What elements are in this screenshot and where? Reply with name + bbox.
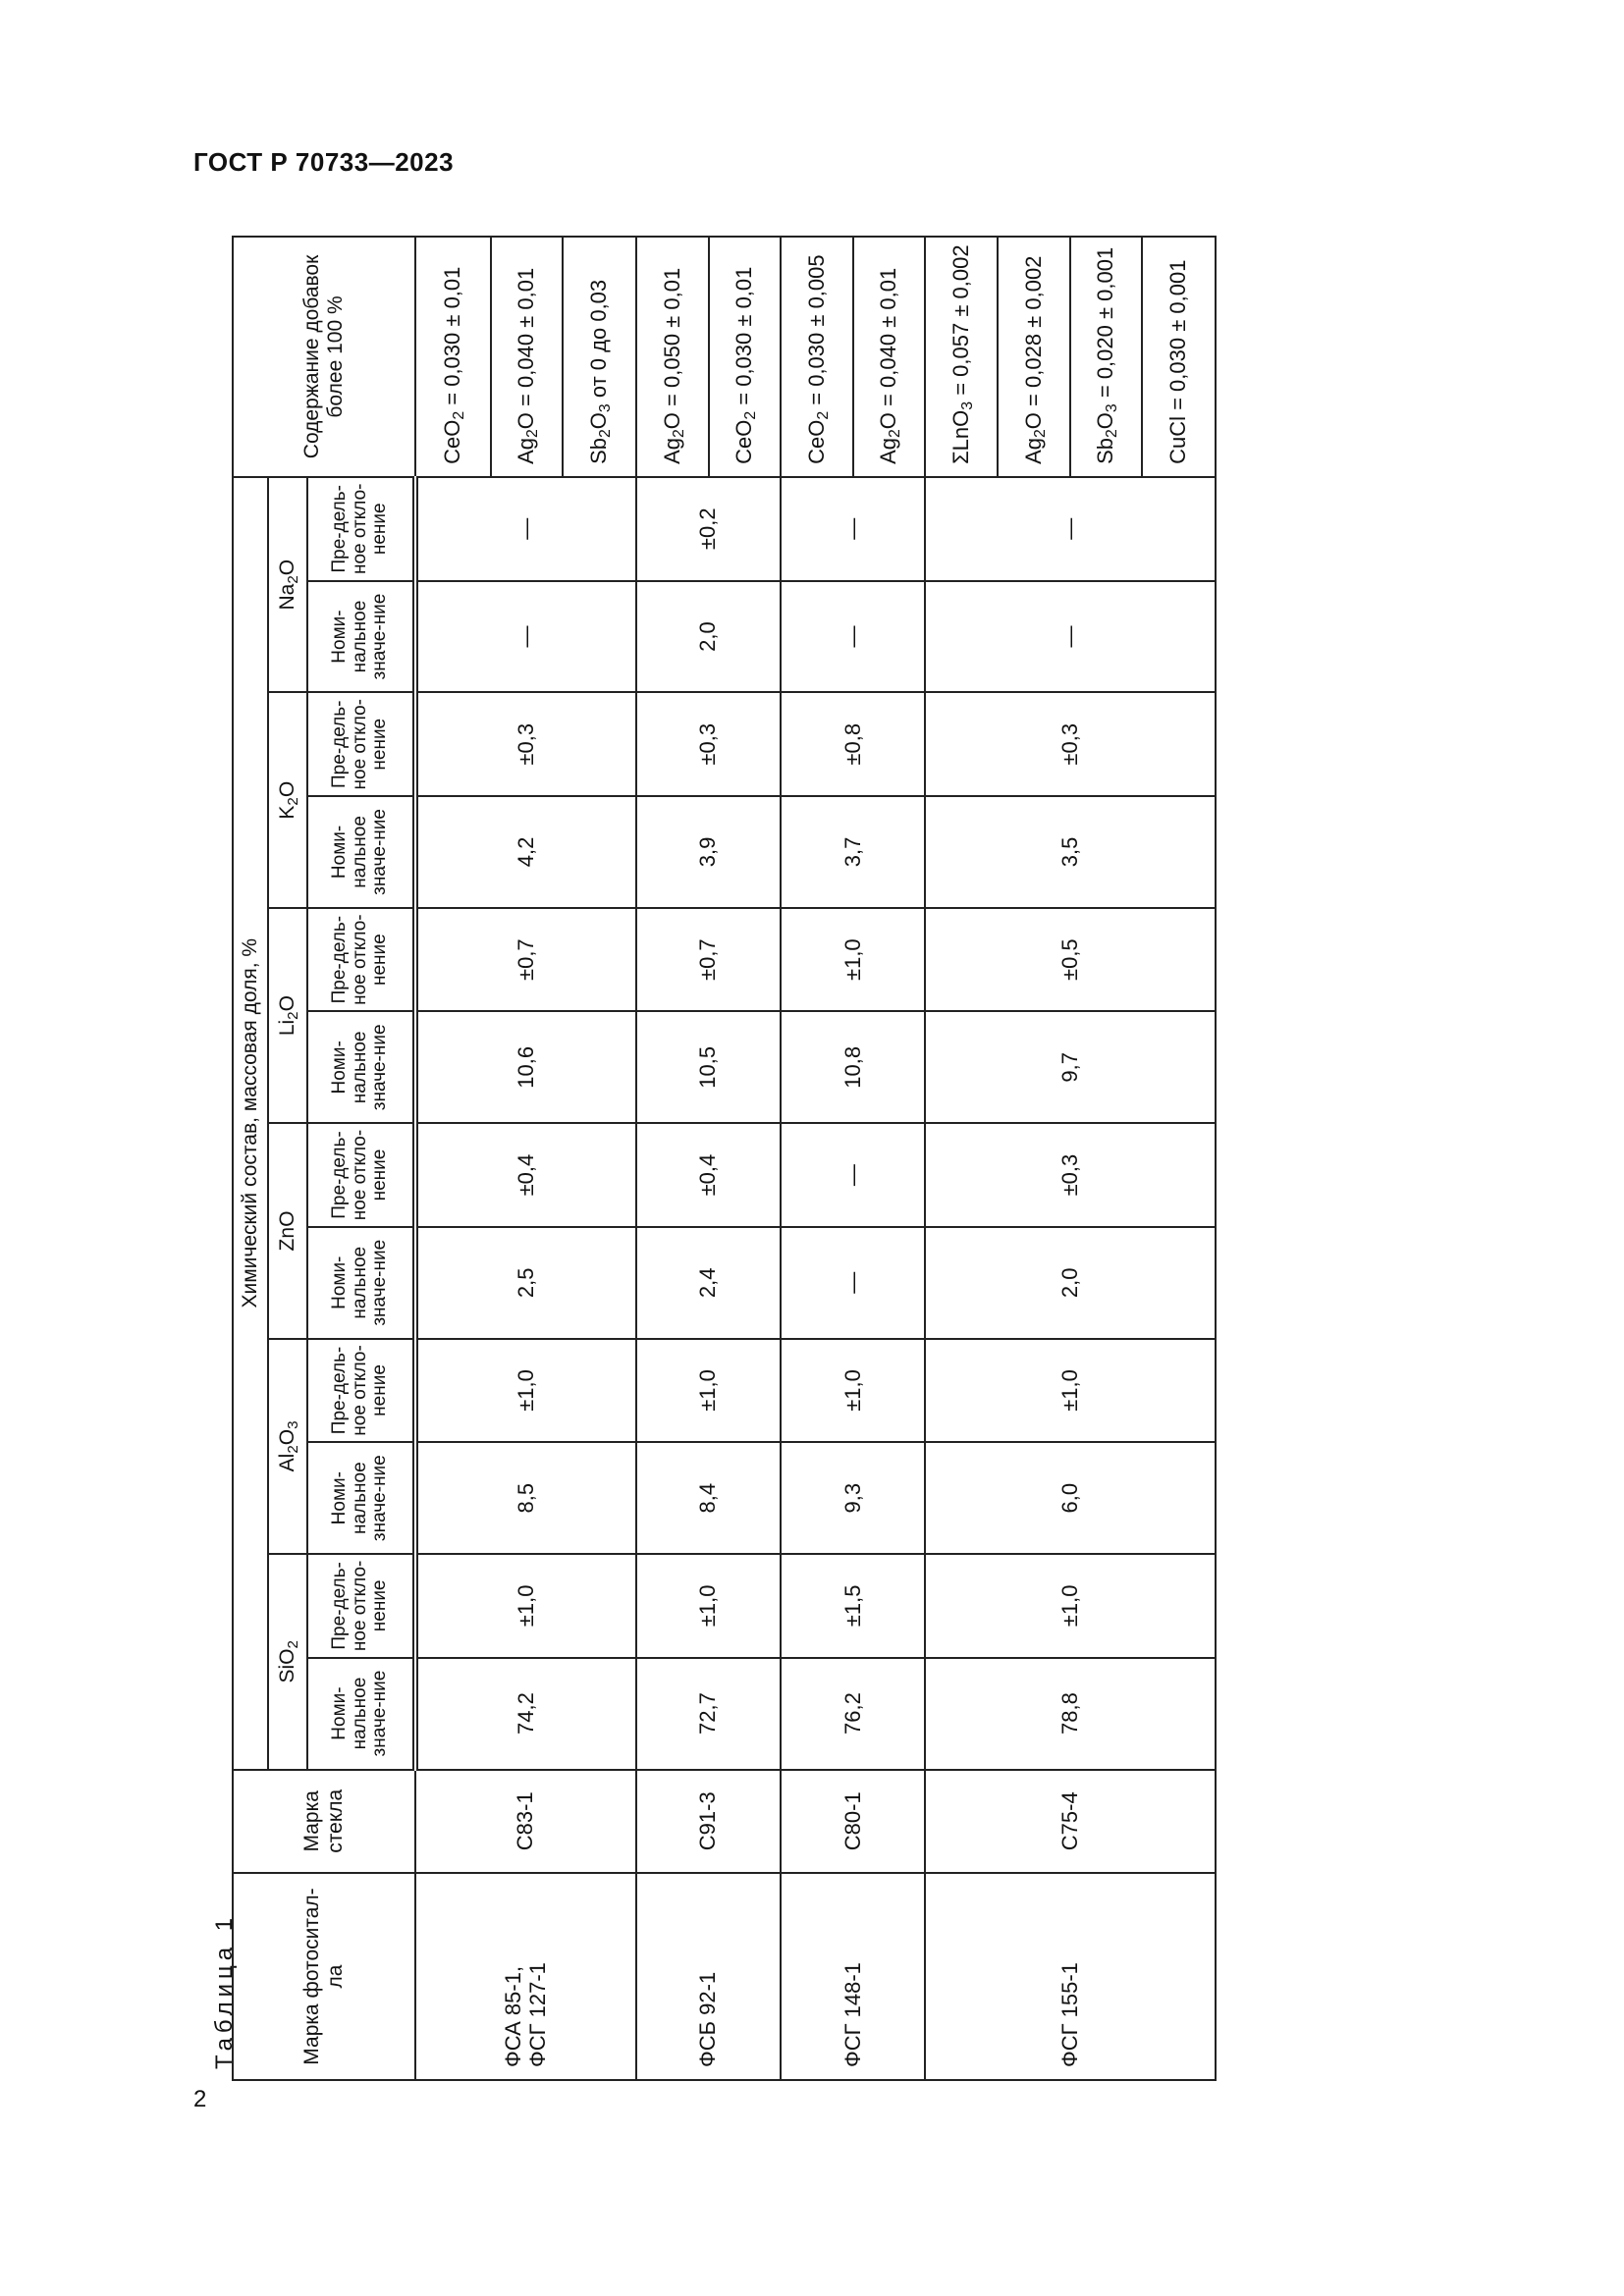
value-cell: ±1,0: [781, 1339, 925, 1442]
photositall-brand-cell: ФСГ 155-1: [925, 1873, 1216, 2080]
header-limit: Пре-дель-ное откло-нение: [307, 908, 415, 1011]
glass-brand-cell: С80-1: [781, 1770, 925, 1873]
value-cell: ±0,7: [415, 908, 636, 1011]
value-cell: ±0,3: [925, 693, 1216, 796]
value-cell: ±1,0: [636, 1554, 781, 1657]
additive-cell: $Ag_2O = 0,050 \pm 0,01$: [636, 237, 709, 477]
header-oxide-al2o3: $Al_2O_3$: [268, 1339, 307, 1554]
value-cell: 78,8: [925, 1658, 1216, 1770]
additive-cell: $Sb_2O_3 = 0,020 \pm 0,001$: [1070, 237, 1143, 477]
header-oxide-na2o: $Na_2O$: [268, 477, 307, 693]
value-cell: —: [781, 1227, 925, 1339]
rotated-table-container: [232, 236, 1217, 2081]
value-cell: ±0,4: [636, 1123, 781, 1226]
value-cell: 2,0: [636, 581, 781, 693]
header-glass: Марка стекла: [233, 1770, 415, 1873]
composition-table: [232, 236, 1217, 2081]
value-cell: 2,4: [636, 1227, 781, 1339]
header-limit: Пре-дель-ное откло-нение: [307, 1339, 415, 1442]
value-cell: ±1,0: [415, 1339, 636, 1442]
value-cell: 8,5: [415, 1442, 636, 1554]
header-nominal: Номи-нальное значе-ние: [307, 581, 415, 693]
header-nominal: Номи-нальное значе-ние: [307, 1442, 415, 1554]
table-row: [925, 237, 998, 2080]
value-cell: 9,3: [781, 1442, 925, 1554]
value-cell: 2,0: [925, 1227, 1216, 1339]
value-cell: ±1,5: [781, 1554, 925, 1657]
header-limit: Пре-дель-ное откло-нение: [307, 477, 415, 581]
value-cell: ±0,2: [636, 477, 781, 581]
header-nominal: Номи-нальное значе-ние: [307, 1227, 415, 1339]
value-cell: 3,5: [925, 796, 1216, 908]
table-row: [636, 237, 709, 2080]
table-caption: Таблица 1: [211, 1912, 238, 2069]
photositall-brand-cell: ФСА 85-1, ФСГ 127-1: [415, 1873, 636, 2080]
header-nominal: Номи-нальное значе-ние: [307, 1658, 415, 1770]
value-cell: ±0,3: [925, 1123, 1216, 1226]
document-code: ГОСТ Р 70733—2023: [193, 147, 455, 177]
value-cell: ±1,0: [925, 1554, 1216, 1657]
value-cell: 2,5: [415, 1227, 636, 1339]
value-cell: 10,6: [415, 1011, 636, 1123]
value-cell: —: [781, 1123, 925, 1226]
value-cell: 10,8: [781, 1011, 925, 1123]
value-cell: —: [781, 477, 925, 581]
additive-cell: $Ag_2O = 0,028 \pm 0,002$: [998, 237, 1070, 477]
value-cell: ±0,3: [415, 693, 636, 796]
additive-cell: CeO$_2$ = 0,030 ± 0,01: [709, 237, 782, 477]
value-cell: ±0,8: [781, 693, 925, 796]
glass-brand-cell: С83-1: [415, 1770, 636, 1873]
photositall-brand-cell: ФСБ 92-1: [636, 1873, 781, 2080]
value-cell: 10,5: [636, 1011, 781, 1123]
value-cell: ±1,0: [636, 1339, 781, 1442]
value-cell: —: [781, 581, 925, 693]
value-cell: 9,7: [925, 1011, 1216, 1123]
value-cell: 6,0: [925, 1442, 1216, 1554]
header-oxide-k2o: $K_2O$: [268, 693, 307, 908]
header-oxide-li2o: $Li_2O$: [268, 908, 307, 1123]
additive-cell: $Ag_2O = 0,040 \pm 0,01$: [853, 237, 926, 477]
header-limit: Пре-дель-ное откло-нение: [307, 1554, 415, 1657]
value-cell: 3,7: [781, 796, 925, 908]
header-chemical-composition: Химический состав, массовая доля, %: [233, 477, 268, 1770]
additive-cell: ΣLnO$_3$ = 0,057 ± 0,002: [925, 237, 998, 477]
value-cell: 8,4: [636, 1442, 781, 1554]
header-limit: Пре-дель-ное откло-нение: [307, 1123, 415, 1226]
value-cell: ±0,7: [636, 908, 781, 1011]
value-cell: ±1,0: [925, 1339, 1216, 1442]
additive-cell: CeO$_2$ = 0,030 ± 0,01: [415, 237, 491, 477]
value-cell: ±1,0: [415, 1554, 636, 1657]
header-limit: Пре-дель-ное откло-нение: [307, 693, 415, 796]
table-row: [781, 237, 853, 2080]
header-row-1: [233, 237, 268, 2080]
header-brand: Марка фотоситал-ла: [233, 1873, 415, 2080]
value-cell: ±1,0: [781, 908, 925, 1011]
additive-cell: $Ag_2O = 0,040 \pm 0,01$: [491, 237, 564, 477]
header-additives: Содержание добавок более 100 %: [233, 237, 415, 477]
value-cell: ±0,4: [415, 1123, 636, 1226]
header-nominal: Номи-нальное значе-ние: [307, 796, 415, 908]
header-nominal: Номи-нальное значе-ние: [307, 1011, 415, 1123]
glass-brand-cell: С75-4: [925, 1770, 1216, 1873]
value-cell: —: [415, 581, 636, 693]
value-cell: ±0,5: [925, 908, 1216, 1011]
photositall-brand-cell: ФСГ 148-1: [781, 1873, 925, 2080]
table-row: [415, 237, 491, 2080]
glass-brand-cell: С91-3: [636, 1770, 781, 1873]
value-cell: 74,2: [415, 1658, 636, 1770]
header-oxide-zno: ZnO: [268, 1123, 307, 1338]
header-oxide-sio2: SiO$_2$: [268, 1554, 307, 1769]
value-cell: ±0,3: [636, 693, 781, 796]
value-cell: 76,2: [781, 1658, 925, 1770]
page-number: 2: [193, 2086, 207, 2112]
value-cell: 72,7: [636, 1658, 781, 1770]
value-cell: —: [925, 581, 1216, 693]
value-cell: —: [925, 477, 1216, 581]
value-cell: 4,2: [415, 796, 636, 908]
value-cell: 3,9: [636, 796, 781, 908]
additive-cell: CeO$_2$ = 0,030 ± 0,005: [781, 237, 853, 477]
value-cell: —: [415, 477, 636, 581]
additive-cell: $Sb_2O_3$ от 0 до 0,03: [563, 237, 636, 477]
additive-cell: CuCl = 0,030 ± 0,001: [1142, 237, 1216, 477]
